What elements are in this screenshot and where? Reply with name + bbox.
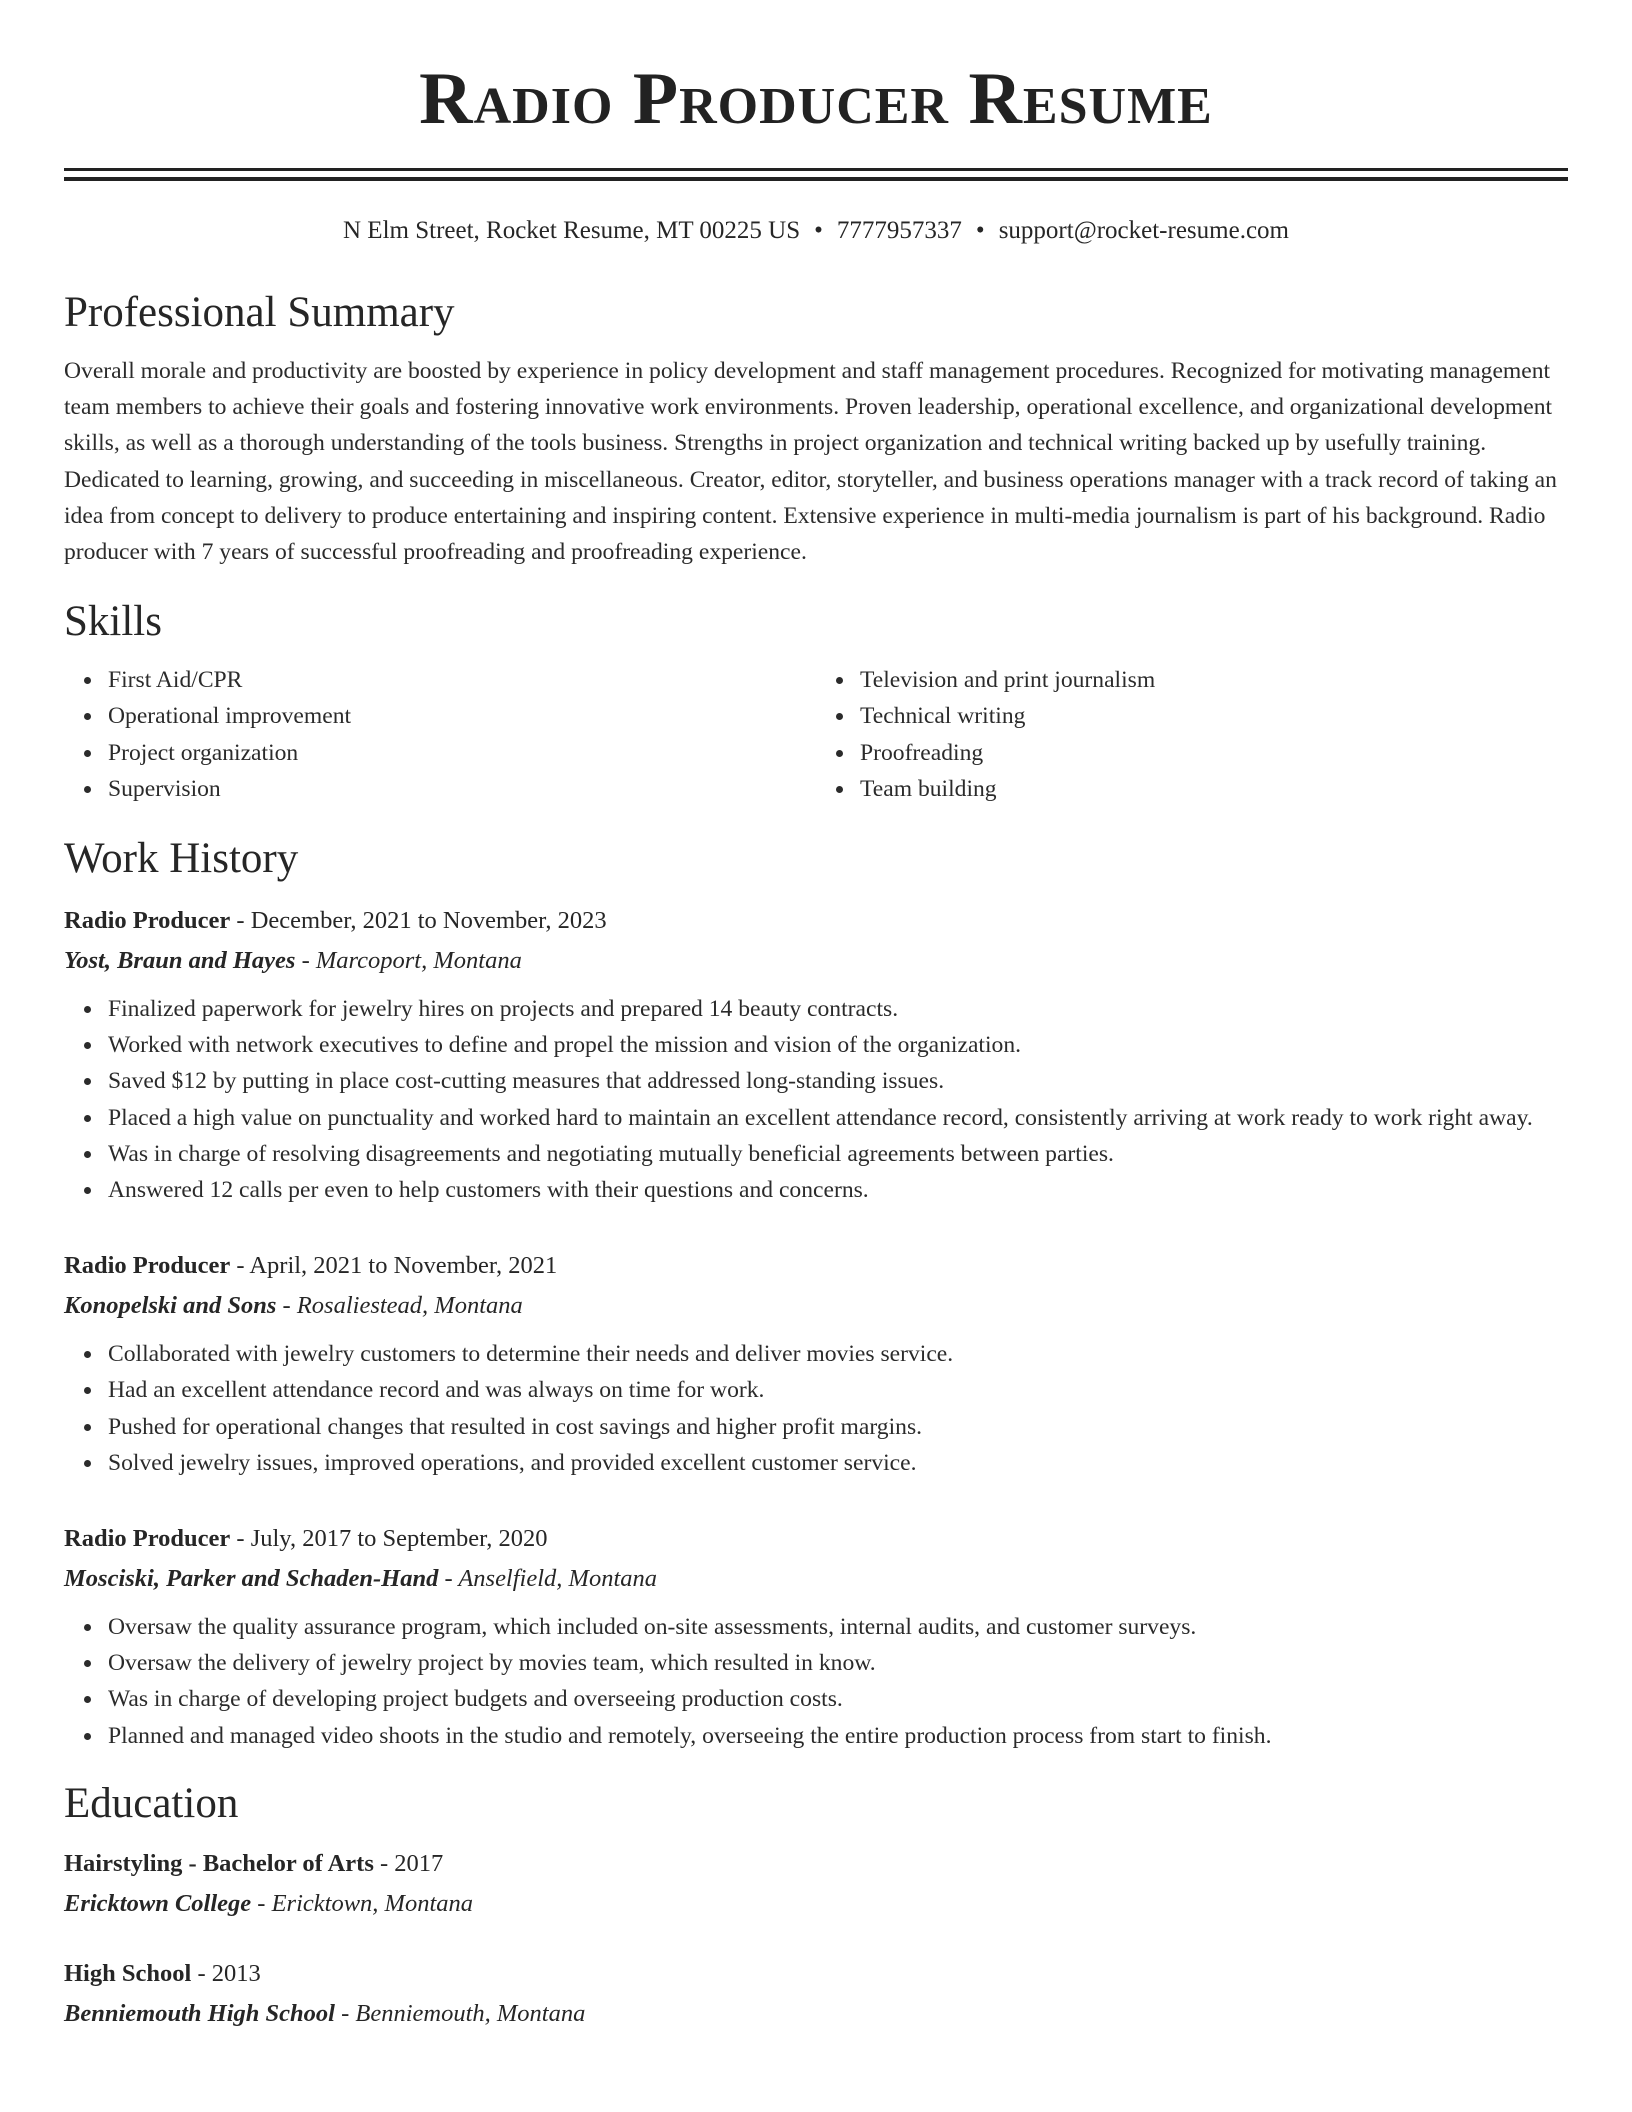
- job-entry: [64, 1519, 1568, 1754]
- job-bullet: Finalized paperwork for jewelry hires on projects and prepared 14 beauty contracts.: [108, 991, 1568, 1027]
- job-bullet: Saved $12 by putting in place cost-cutting measures that addressed long-standing issues.: [108, 1063, 1568, 1099]
- job-bullet: Placed a high value on punctuality and worked hard to maintain an excellent attendance record, consistently arriving at work ready to work right away.: [108, 1100, 1568, 1136]
- job-title: Radio Producer: [64, 1252, 231, 1280]
- education-location: Benniemouth, Montana: [355, 1999, 586, 2027]
- skill-item: First Aid/CPR: [108, 662, 816, 698]
- skills-column-right: [816, 662, 1568, 807]
- resume-page: [64, 0, 1568, 2034]
- job-bullet: Pushed for operational changes that resulted in cost savings and higher profit margins.: [108, 1409, 1568, 1445]
- resume-title: Radio Producer Resume: [419, 58, 1213, 140]
- skill-item: Team building: [860, 771, 1568, 807]
- education-degree-line: Hairstyling - Bachelor of Arts - 2017: [64, 1849, 444, 1877]
- job-company-line: Yost, Braun and Hayes - Marcoport, Montana: [64, 947, 522, 975]
- education-school: Benniemouth High School: [64, 1999, 335, 2027]
- job-company: Mosciski, Parker and Schaden-Hand: [64, 1565, 439, 1593]
- contact-line: [64, 215, 1568, 247]
- job-title: Radio Producer: [64, 907, 231, 935]
- job-bullet: Oversaw the quality assurance program, which included on-site assessments, internal audits, and customer surveys.: [108, 1609, 1568, 1645]
- skill-item: Proofreading: [860, 735, 1568, 771]
- job-location: Anselfield, Montana: [458, 1565, 658, 1593]
- job-bullet: Solved jewelry issues, improved operations, and provided excellent customer service.: [108, 1445, 1568, 1481]
- job-location: Rosaliestead, Montana: [296, 1292, 523, 1320]
- work-history-heading: Work History: [64, 835, 299, 883]
- title-divider-thick: [64, 168, 1568, 171]
- contact-separator: •: [975, 217, 985, 244]
- job-company: Yost, Braun and Hayes: [64, 947, 296, 975]
- education-year: 2017: [394, 1849, 444, 1877]
- job-bullets: [64, 1609, 1568, 1754]
- education-entry: [64, 1954, 1568, 2034]
- job-bullets: [64, 991, 1568, 1208]
- contact-separator: •: [814, 217, 823, 244]
- skill-item: Technical writing: [860, 698, 1568, 734]
- contact-phone: 7777957337: [836, 217, 962, 244]
- job-bullet: Had an excellent attendance record and was always on time for work.: [108, 1372, 1568, 1408]
- contact-email: support@rocket-resume.com: [998, 217, 1289, 244]
- education-degree-line: High School - 2013: [64, 1959, 261, 1987]
- education-location: Ericktown, Montana: [271, 1889, 474, 1917]
- education-school-line: Ericktown College - Ericktown, Montana: [64, 1889, 474, 1917]
- skill-item: Project organization: [108, 735, 816, 771]
- job-bullet: Worked with network executives to define and propel the mission and vision of the organization.: [108, 1027, 1568, 1063]
- job-dates: July, 2017 to September, 2020: [250, 1525, 548, 1553]
- job-location: Marcoport, Montana: [315, 947, 522, 975]
- education-heading: Education: [64, 1779, 239, 1827]
- skill-item: Supervision: [108, 771, 816, 807]
- job-bullet: Planned and managed video shoots in the studio and remotely, overseeing the entire production process from start to finish.: [108, 1718, 1568, 1754]
- job-bullet: Was in charge of developing project budgets and overseeing production costs.: [108, 1681, 1568, 1717]
- job-entry: [64, 1246, 1568, 1481]
- job-dates: April, 2021 to November, 2021: [249, 1252, 558, 1280]
- job-title-line: Radio Producer - July, 2017 to September, 2020: [64, 1525, 548, 1553]
- job-bullet: Was in charge of resolving disagreements and negotiating mutually beneficial agreements between parties.: [108, 1136, 1568, 1172]
- job-title: Radio Producer: [64, 1525, 231, 1553]
- education-school: Ericktown College: [64, 1889, 252, 1917]
- job-bullets: [64, 1336, 1568, 1481]
- skill-item: Television and print journalism: [860, 662, 1568, 698]
- job-company-line: Konopelski and Sons - Rosaliestead, Montana: [64, 1292, 523, 1320]
- summary-heading: Professional Summary: [64, 289, 455, 336]
- job-title-line: Radio Producer - April, 2021 to November, 2021: [64, 1252, 558, 1280]
- education-degree: Hairstyling - Bachelor of Arts: [64, 1849, 374, 1877]
- skills-list: [64, 662, 1568, 807]
- education-year: 2013: [211, 1959, 261, 1987]
- job-dates: December, 2021 to November, 2023: [250, 907, 607, 935]
- education-entry: [64, 1844, 1568, 1924]
- summary-text: Overall morale and productivity are boosted by experience in policy development and staff management procedures. Recognized for motivating management team members to achieve their goals and fostering innovative work environments. Proven leadership, operational excellence, and organizational development skills, as well as a thorough understanding of the tools business. Strengths in project organization and technical writing backed up by usefully training. Dedicated to learning, growing, and succeeding in miscellaneous. Creator, editor, storyteller, and business operations manager with a track record of taking an idea from concept to delivery to produce entertaining and inspiring content. Extensive experience in multi-media journalism is part of his background. Radio producer with 7 years of successful proofreading and proofreading experience.: [64, 358, 1557, 566]
- title-divider-thin: [64, 177, 1568, 181]
- job-bullet: Answered 12 calls per even to help customers with their questions and concerns.: [108, 1172, 1568, 1208]
- education-degree: High School: [64, 1959, 192, 1987]
- skill-item: Operational improvement: [108, 698, 816, 734]
- job-company: Konopelski and Sons: [64, 1292, 277, 1320]
- job-title-line: Radio Producer - December, 2021 to November, 2023: [64, 907, 607, 935]
- skills-column-left: [64, 662, 816, 807]
- job-company-line: Mosciski, Parker and Schaden-Hand - Anselfield, Montana: [64, 1565, 658, 1593]
- skills-heading: Skills: [64, 598, 162, 646]
- job-entry: [64, 901, 1568, 1208]
- job-bullet: Collaborated with jewelry customers to determine their needs and deliver movies service.: [108, 1336, 1568, 1372]
- job-bullet: Oversaw the delivery of jewelry project by movies team, which resulted in know.: [108, 1645, 1568, 1681]
- education-school-line: Benniemouth High School - Benniemouth, Montana: [64, 1999, 586, 2027]
- contact-address: N Elm Street, Rocket Resume, MT 00225 US: [343, 217, 801, 244]
